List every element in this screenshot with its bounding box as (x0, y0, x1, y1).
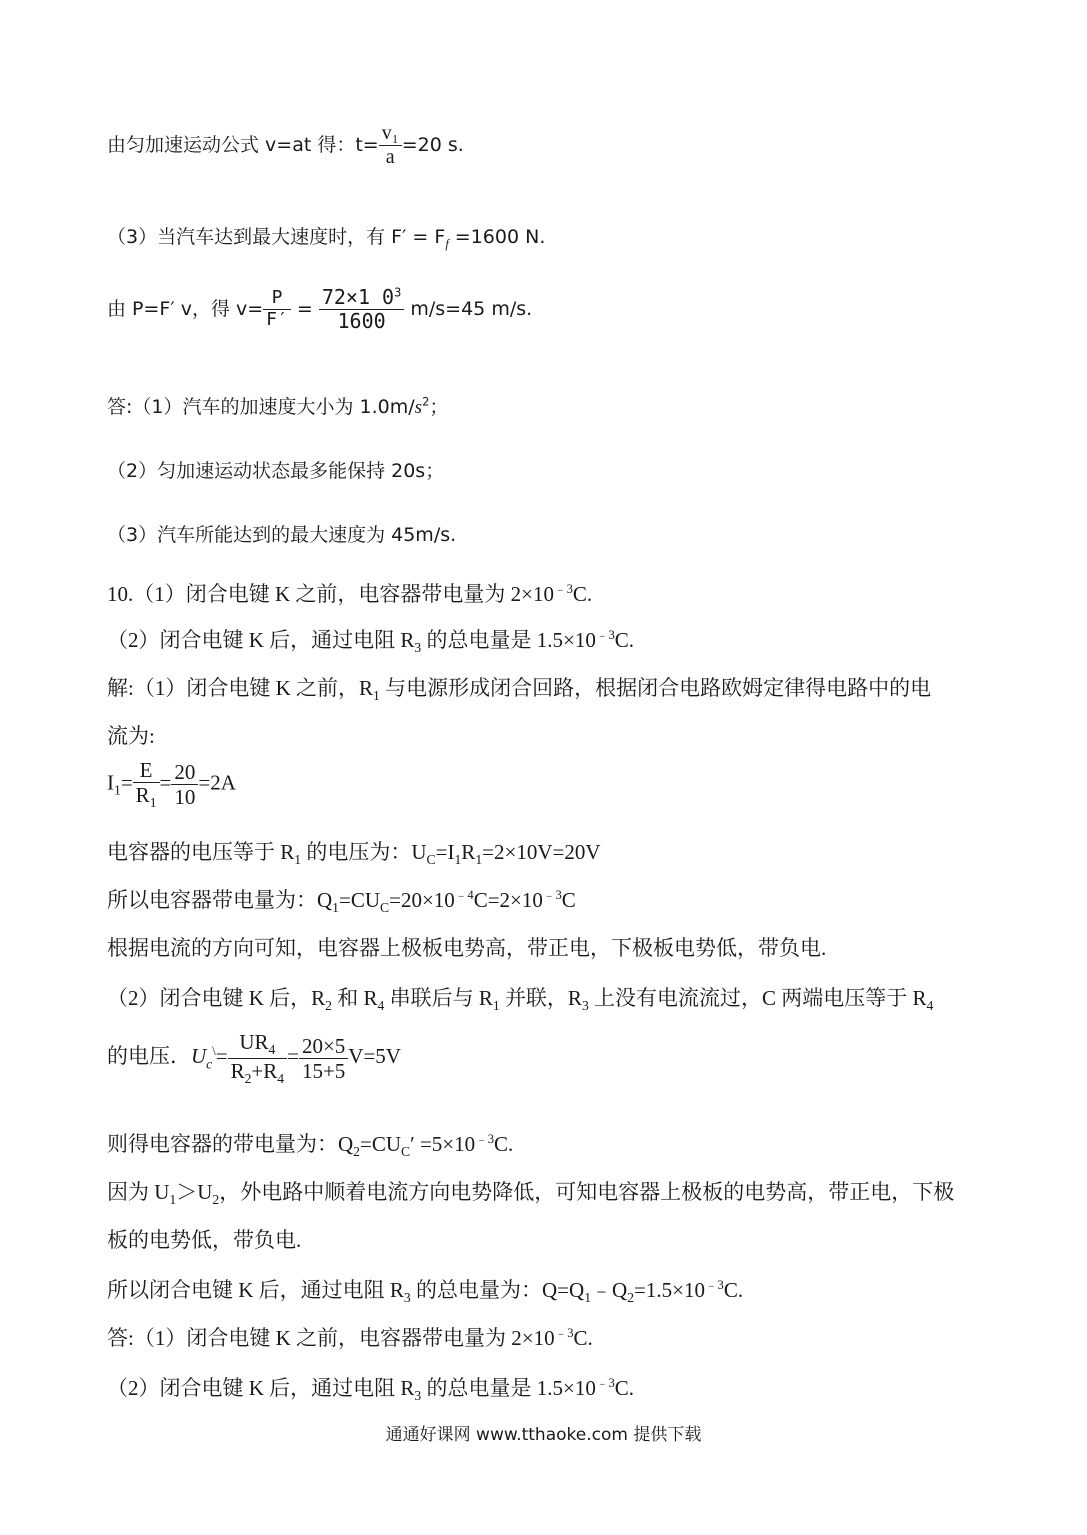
text: =I (435, 840, 455, 864)
subscript: 4 (926, 998, 934, 1014)
text: I (107, 770, 114, 795)
subscript: 1 (373, 688, 380, 704)
subscript: 2 (212, 1192, 220, 1208)
text: C. (614, 1376, 634, 1400)
text: ′ =5×10 (410, 1132, 476, 1156)
capacitor-charge-q1 (107, 884, 576, 916)
prime: \ (212, 1044, 216, 1059)
solution-line1 (107, 672, 931, 704)
denominator (133, 783, 160, 811)
text: 的总电量为：Q=Q (410, 1278, 585, 1302)
subscript: C (401, 1144, 411, 1160)
answer-1 (107, 392, 448, 419)
superscript: ﹣3 (542, 888, 562, 902)
subscript: 3 (403, 1290, 411, 1306)
superscript: ﹣3 (475, 1132, 495, 1146)
subscript: 2 (353, 1144, 360, 1160)
denominator-text: +R (251, 1058, 278, 1083)
text: 的总电量是 1.5×10 (421, 1376, 596, 1400)
text: 上没有电流流过，C 两端电压等于 R (588, 986, 927, 1010)
subscript: 1 (169, 1192, 177, 1208)
text: C. (573, 1326, 593, 1350)
fraction-v1-a (379, 122, 402, 169)
subscript: 1 (332, 900, 339, 916)
subscript: 3 (414, 640, 422, 656)
subscript: c (206, 1056, 213, 1072)
part2-circuit (107, 982, 933, 1014)
numerator (228, 1030, 288, 1059)
italic-u: U (191, 1044, 207, 1069)
text: =20×10 (389, 888, 455, 912)
text: 电容器的电压等于 R (107, 840, 295, 864)
text: （2）闭合电键 K 后，通过电阻 R (107, 628, 415, 652)
denominator (228, 1059, 288, 1087)
subscript: 1 (114, 782, 121, 798)
text: C. (572, 582, 593, 606)
subscript: f (445, 236, 449, 251)
answer-2: （2）匀加速运动状态最多能保持 20s； (107, 460, 445, 482)
text: 所以电容器带电量为：Q (107, 888, 333, 912)
text: 答:（1）汽车的加速度大小为 1.0m/ (107, 396, 415, 418)
because-line1 (107, 1176, 954, 1208)
text: =2A (198, 770, 236, 795)
text: ，外电路中顺着电流方向电势降低，可知电容器上极板的电势高，带正电，下极 (219, 1180, 955, 1204)
current-direction: 根据电流的方向可知，电容器上极板电势高，带正电，下极板电势低，带负电. (107, 936, 827, 960)
subscript: C (380, 900, 390, 916)
denominator-text: R (135, 783, 150, 808)
text: 则得电容器的带电量为：Q (107, 1132, 354, 1156)
superscript: ﹣3 (595, 1376, 615, 1390)
text: 10.（1）闭合电键 K 之前，电容器带电量为 2×10 (107, 582, 555, 606)
superscript: ﹣3 (554, 582, 573, 596)
numerator: 20 (171, 760, 198, 785)
italic-s: s (414, 397, 423, 418)
fraction-ur4 (228, 1030, 288, 1087)
text: =20 s. (401, 134, 464, 156)
text: = (159, 770, 172, 795)
denominator: 10 (174, 785, 196, 810)
denominator: 15+5 (301, 1058, 346, 1083)
subscript: 3 (414, 1388, 422, 1404)
subscript: C (426, 852, 436, 868)
formula-i1 (107, 758, 236, 811)
text: =CU (339, 888, 381, 912)
denominator-text: R (230, 1058, 245, 1083)
text: 和 R (332, 986, 378, 1010)
solution-line2: 流为: (107, 724, 155, 748)
text: 由匀加速运动公式 v=at 得：t= (107, 134, 379, 156)
text: C. (494, 1132, 514, 1156)
numerator: 20×5 (299, 1034, 348, 1059)
denominator: 1600 (337, 309, 386, 333)
numerator: E (133, 758, 160, 783)
text: （2）闭合电键 K 后，通过电阻 R (107, 1376, 415, 1400)
subscript: 2 (627, 1290, 635, 1306)
text: m/s=45 m/s. (404, 298, 533, 320)
formula-t (107, 122, 464, 169)
text: = (120, 770, 133, 795)
superscript: 3 (394, 285, 402, 300)
text: （3）当汽车达到最大速度时，有 F′ = F (107, 226, 446, 248)
subscript: 1 (294, 852, 302, 868)
capacitor-voltage (107, 836, 601, 868)
numerator-text: UR (239, 1030, 269, 1054)
text: 由 P=F′ v，得 v= (107, 298, 264, 320)
text: 与电源形成闭合回路，根据闭合电路欧姆定律得电路中的电 (379, 676, 932, 700)
answer-3: （3）汽车所能达到的最大速度为 45m/s. (107, 524, 457, 546)
text: = (215, 1044, 228, 1069)
numerator (319, 286, 404, 310)
text: 的电压． (107, 1044, 191, 1069)
text: 答:（1）闭合电键 K 之前，电容器带电量为 2×10 (107, 1326, 555, 1350)
text: =1600 N. (448, 226, 546, 248)
text: 所以闭合电键 K 后，通过电阻 R (107, 1278, 404, 1302)
numerator: v₁ (379, 122, 402, 146)
text: =CU (360, 1132, 402, 1156)
numerator-text: 72×1 0 (321, 285, 395, 309)
fraction-p-f (263, 288, 291, 330)
text: ＞U (176, 1180, 213, 1204)
text: 并联，R (499, 986, 582, 1010)
text: 的总电量是 1.5×10 (421, 628, 596, 652)
fraction-20-10 (171, 760, 198, 809)
superscript: ﹣3 (595, 628, 615, 642)
subscript: 3 (581, 998, 589, 1014)
text: 的电压为：U (301, 840, 427, 864)
fraction-72e3-1600 (319, 286, 404, 333)
formula-uc-prime (107, 1030, 401, 1087)
final-answer-1 (107, 1322, 593, 1352)
superscript: ﹣3 (704, 1278, 724, 1292)
superscript: ﹣3 (554, 1326, 574, 1340)
fraction-e-r1 (133, 758, 160, 811)
subscript: 4 (277, 1071, 285, 1087)
subscript: 4 (377, 998, 385, 1014)
fraction-20x5 (299, 1034, 348, 1083)
text: C. (614, 628, 634, 652)
formula-v (107, 286, 532, 333)
subscript: 1 (492, 998, 500, 1014)
text: ； (429, 396, 449, 418)
subscript: 1 (475, 852, 483, 868)
text: R (461, 840, 476, 864)
page-footer: 通通好课网 www.tthaoke.com 提供下载 (385, 1425, 702, 1445)
superscript: 2 (422, 394, 430, 409)
text: C=2×10 (473, 888, 543, 912)
q10-part1 (107, 578, 592, 608)
text: =2×10V=20V (482, 840, 601, 864)
text: C (561, 888, 576, 912)
subscript: 2 (325, 998, 332, 1014)
text: ﹣Q (591, 1278, 628, 1302)
text: V=5V (348, 1044, 401, 1069)
text: 因为 U (107, 1180, 170, 1204)
subscript: 2 (244, 1071, 252, 1087)
text: （2）闭合电键 K 后，R (107, 986, 326, 1010)
q10-part2 (107, 624, 634, 656)
total-charge (107, 1274, 743, 1306)
subscript: 4 (268, 1042, 276, 1058)
numerator: P (263, 288, 291, 310)
subscript: 1 (454, 852, 462, 868)
text: = (290, 298, 319, 320)
because-line2: 板的电势低，带负电. (107, 1228, 302, 1252)
text: 串联后与 R (384, 986, 493, 1010)
final-answer-2 (107, 1372, 634, 1404)
superscript: ﹣4 (454, 888, 474, 902)
denominator: F′ (266, 309, 288, 330)
text: 解:（1）闭合电键 K 之前，R (107, 676, 374, 700)
subscript: 1 (149, 795, 157, 811)
denominator: a (385, 146, 395, 168)
text: C. (723, 1278, 744, 1302)
capacitor-charge-q2 (107, 1128, 513, 1160)
text: = (287, 1044, 299, 1069)
text: =1.5×10 (634, 1278, 705, 1302)
subscript: 1 (584, 1290, 592, 1306)
max-speed-condition (107, 222, 545, 252)
